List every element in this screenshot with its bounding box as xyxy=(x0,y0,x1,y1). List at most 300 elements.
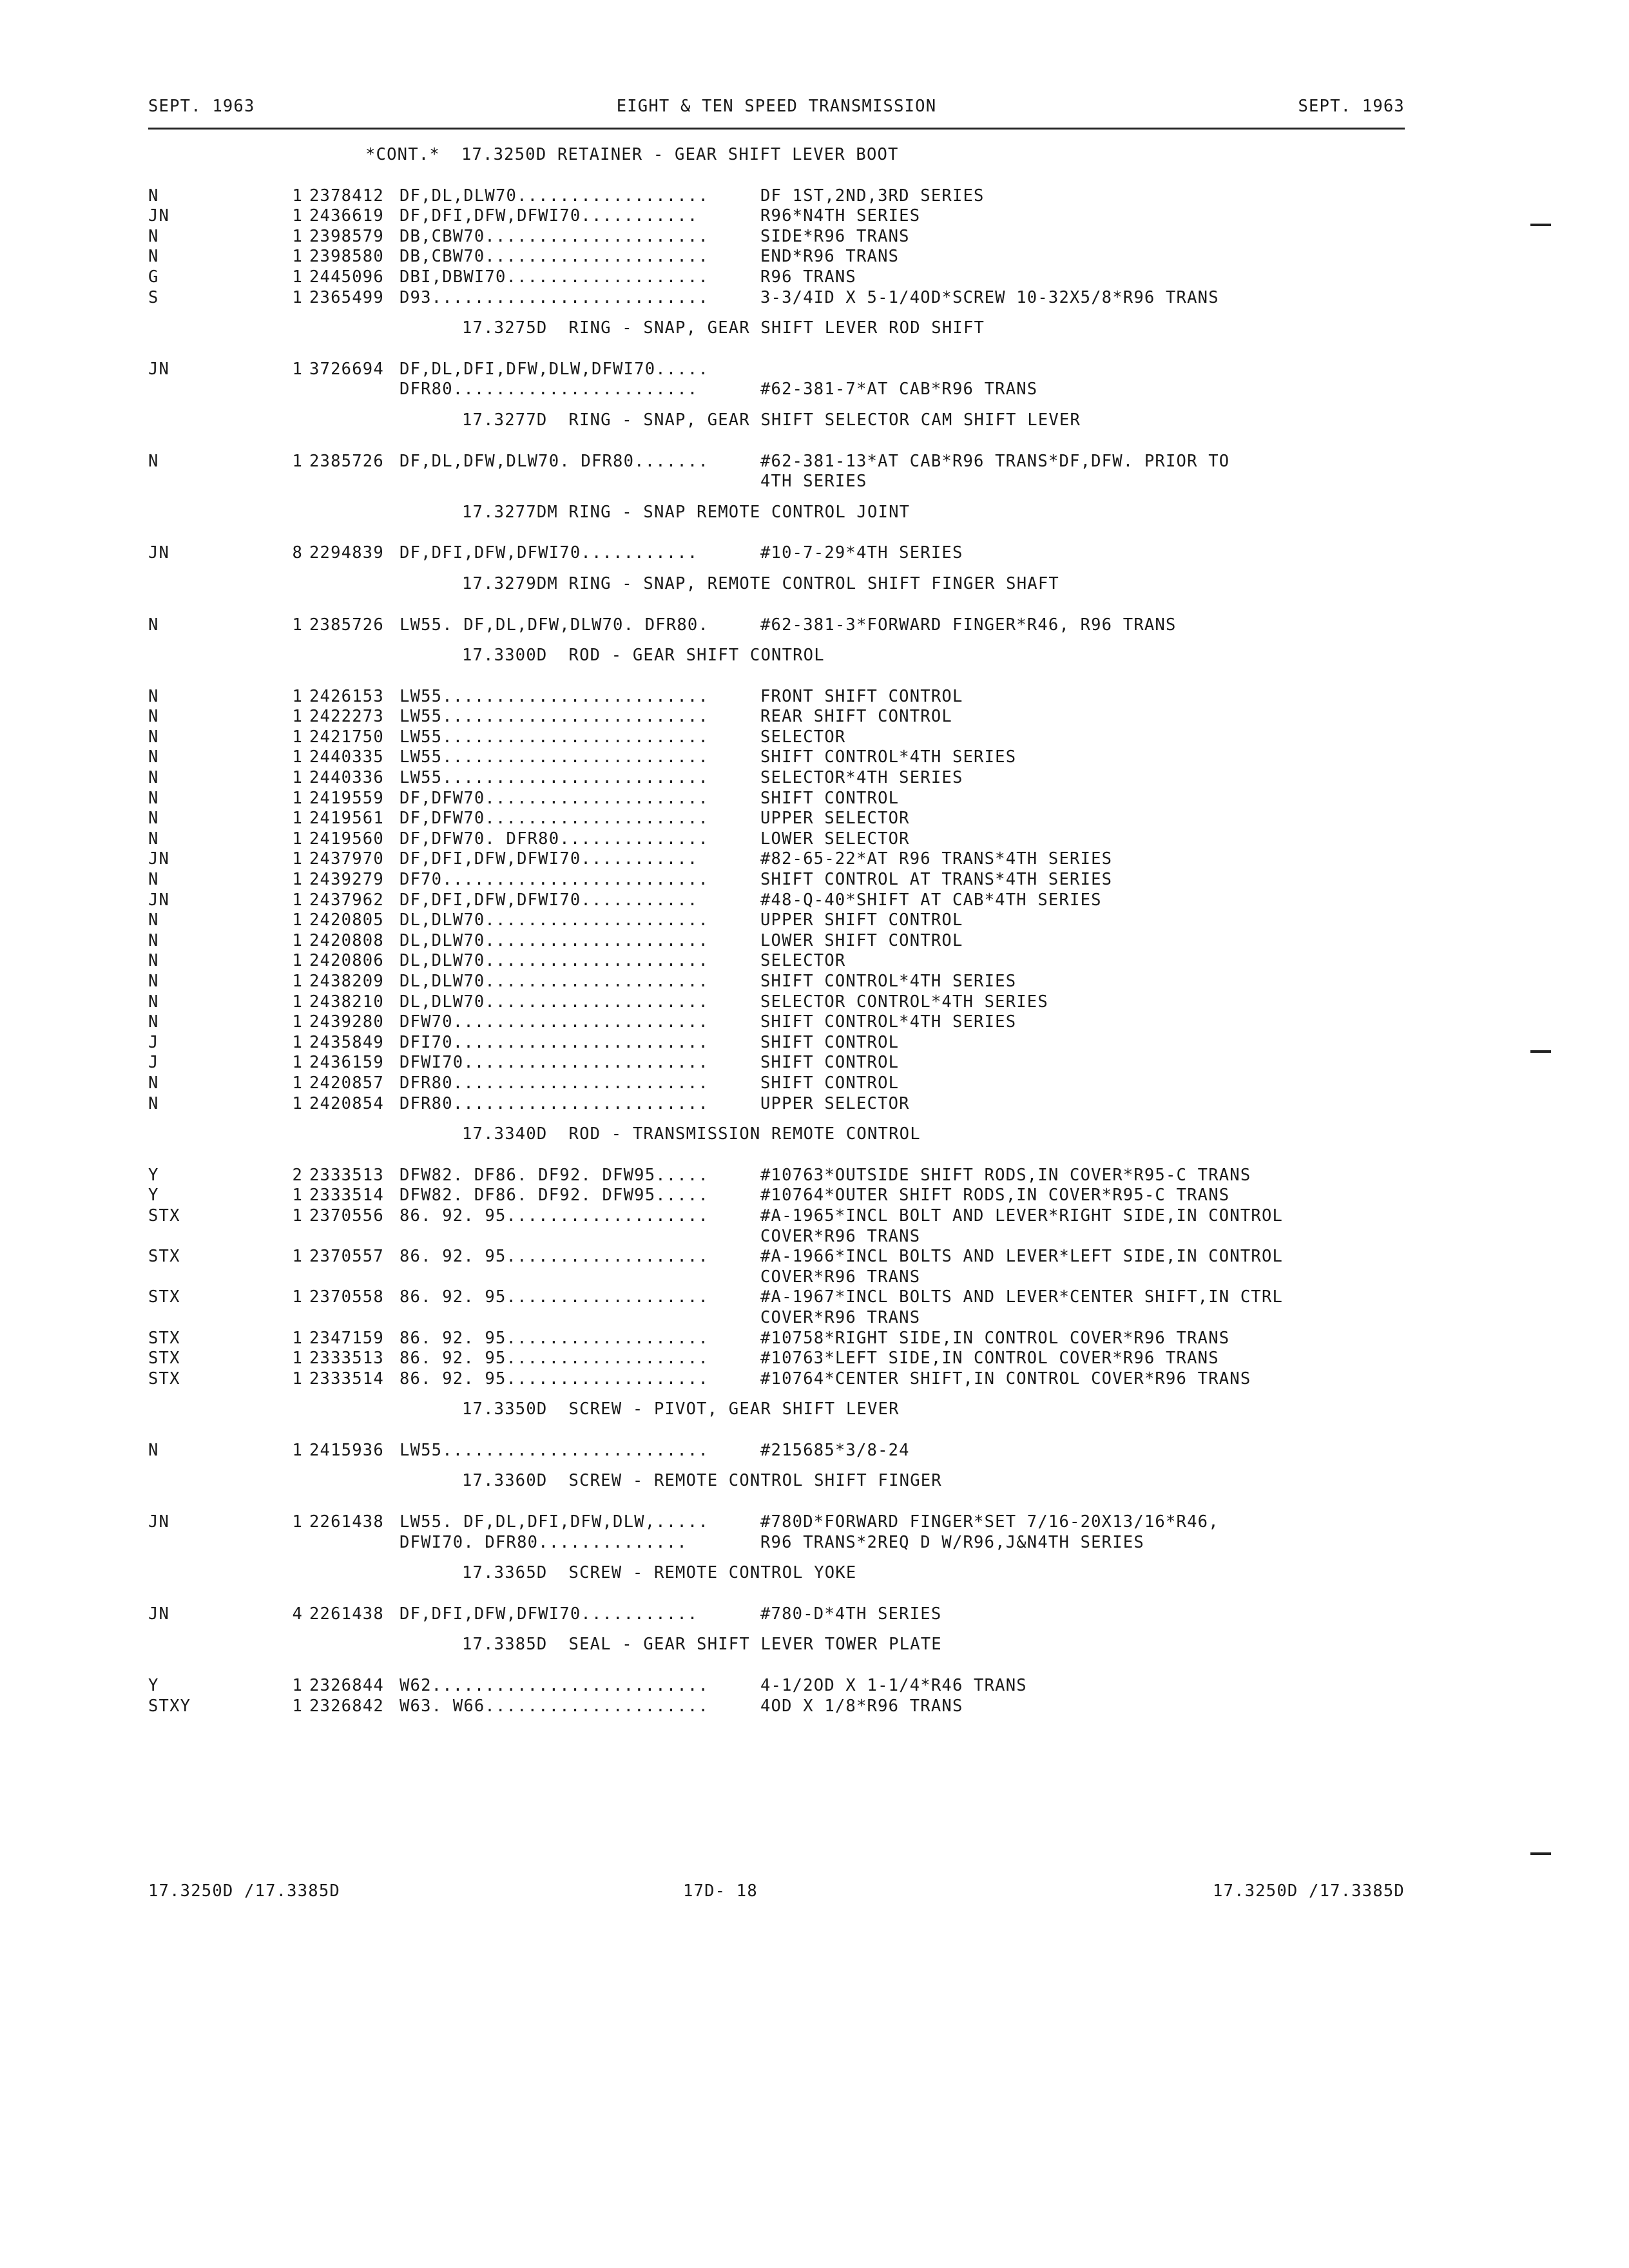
model-applicability: DF,DFI,DFW,DFWI70........... xyxy=(400,543,699,563)
part-note: #A-1966*INCL BOLTS AND LEVER*LEFT SIDE,IN CONTROL xyxy=(760,1247,1284,1267)
model-code: N xyxy=(148,1440,159,1460)
model-applicability: LW55......................... xyxy=(400,747,709,767)
quantity: 1 xyxy=(292,1206,303,1225)
model-code: JN xyxy=(148,206,170,226)
model-applicability: DF,DFI,DFW,DFWI70........... xyxy=(400,849,699,869)
model-code: N xyxy=(148,451,159,471)
part-number xyxy=(309,472,400,492)
part-row xyxy=(148,1186,1405,1206)
part-number: 2438209 xyxy=(309,972,384,991)
part-row xyxy=(148,452,1405,472)
model-code: N xyxy=(148,951,159,971)
part-row xyxy=(148,1512,1405,1533)
part-note: #780-D*4TH SERIES xyxy=(760,1604,942,1624)
part-number: 2385726 xyxy=(309,451,384,471)
model-applicability: DF,DFI,DFW,DFWI70........... xyxy=(400,206,699,226)
part-row xyxy=(148,360,1405,380)
part-note: COVER*R96 TRANS xyxy=(760,1307,921,1327)
model-code: N xyxy=(148,707,159,727)
quantity: 1 xyxy=(292,287,303,307)
quantity xyxy=(284,1227,303,1247)
model-applicability: LW55......................... xyxy=(400,686,709,706)
model-applicability: 86. 92. 95................... xyxy=(400,1349,709,1369)
model-applicability: 86. 92. 95................... xyxy=(400,1328,709,1348)
quantity: 1 xyxy=(292,707,303,727)
model-applicability: DFR80....................... xyxy=(400,380,699,399)
model-applicability: DFR80........................ xyxy=(400,1093,709,1113)
model-code: N xyxy=(148,870,159,890)
model-code: STX xyxy=(148,1328,180,1348)
model-code: JN xyxy=(148,849,170,869)
part-note: #10763*LEFT SIDE,IN CONTROL COVER*R96 TRANS xyxy=(760,1349,1219,1369)
quantity xyxy=(284,1308,303,1329)
part-number: 2440336 xyxy=(309,768,384,788)
model-applicability: DFWI70....................... xyxy=(400,1053,709,1073)
header-title: EIGHT & TEN SPEED TRANSMISSION xyxy=(616,97,937,116)
section-title: 17.3300D ROD - GEAR SHIFT CONTROL xyxy=(462,646,825,666)
model-code: N xyxy=(148,768,159,788)
model-code: STX xyxy=(148,1287,180,1307)
model-code: N xyxy=(148,727,159,747)
part-row xyxy=(148,910,1405,931)
model-code: STXY xyxy=(148,1696,191,1716)
quantity: 1 xyxy=(292,1053,303,1073)
quantity: 1 xyxy=(292,951,303,971)
model-code: N xyxy=(148,247,159,267)
part-note: END*R96 TRANS xyxy=(760,247,900,267)
model-code: JN xyxy=(148,359,170,379)
quantity xyxy=(284,472,303,492)
part-row xyxy=(148,1349,1405,1369)
model-applicability: DF70......................... xyxy=(400,870,709,890)
part-number: 2422273 xyxy=(309,707,384,727)
quantity: 1 xyxy=(292,1696,303,1716)
part-number: 2419561 xyxy=(309,809,384,829)
model-applicability: DFW82. DF86. DF92. DFW95..... xyxy=(400,1186,709,1206)
model-applicability: LW55......................... xyxy=(400,1440,709,1460)
header-rule xyxy=(148,128,1405,130)
section-title: 17.3360D SCREW - REMOTE CONTROL SHIFT FINGER xyxy=(462,1471,942,1491)
quantity: 1 xyxy=(292,727,303,747)
part-row xyxy=(148,615,1405,636)
part-note: LOWER SHIFT CONTROL xyxy=(760,930,963,950)
part-note: 4-1/2OD X 1-1/4*R46 TRANS xyxy=(760,1676,1027,1696)
model-code: N xyxy=(148,186,159,206)
model-code: N xyxy=(148,972,159,991)
part-row xyxy=(148,1308,1405,1329)
part-note: #10-7-29*4TH SERIES xyxy=(760,543,963,563)
part-number xyxy=(309,1227,400,1247)
part-number: 2370557 xyxy=(309,1247,384,1267)
part-note: SELECTOR xyxy=(760,727,846,747)
quantity: 2 xyxy=(292,1165,303,1185)
model-applicability: 86. 92. 95................... xyxy=(400,1369,709,1389)
quantity: 1 xyxy=(292,809,303,829)
quantity: 1 xyxy=(292,1093,303,1113)
model-code: N xyxy=(148,992,159,1012)
quantity: 1 xyxy=(292,1012,303,1032)
part-note: SELECTOR*4TH SERIES xyxy=(760,768,963,788)
part-note: SHIFT CONTROL xyxy=(760,1032,900,1052)
part-number: 2420854 xyxy=(309,1093,384,1113)
part-note: LOWER SELECTOR xyxy=(760,829,910,849)
part-row xyxy=(148,247,1405,267)
section-title: 17.3279DM RING - SNAP, REMOTE CONTROL SHIFT FINGER SHAFT xyxy=(462,573,1059,593)
part-number: 2333514 xyxy=(309,1369,384,1389)
section-title: 17.3385D SEAL - GEAR SHIFT LEVER TOWER PLATE xyxy=(462,1635,942,1655)
part-note: SHIFT CONTROL xyxy=(760,788,900,808)
part-row xyxy=(148,1369,1405,1390)
quantity: 1 xyxy=(292,747,303,767)
part-note: R96 TRANS*2REQ D W/R96,J&N4TH SERIES xyxy=(760,1532,1144,1552)
quantity: 1 xyxy=(292,829,303,849)
quantity: 1 xyxy=(292,849,303,869)
model-applicability: D93.......................... xyxy=(400,287,709,307)
model-code: N xyxy=(148,930,159,950)
model-code xyxy=(148,1533,284,1553)
model-applicability: DF,DL,DLW70.................. xyxy=(400,186,709,206)
quantity: 1 xyxy=(292,1287,303,1307)
section-title: 17.3277D RING - SNAP, GEAR SHIFT SELECTOR CAM SHIFT LEVER xyxy=(462,410,1081,430)
part-note: SHIFT CONTROL AT TRANS*4TH SERIES xyxy=(760,870,1113,890)
model-applicability xyxy=(400,1308,760,1329)
part-row xyxy=(148,1053,1405,1073)
model-applicability: DB,CBW70..................... xyxy=(400,247,709,267)
quantity: 1 xyxy=(292,992,303,1012)
part-number xyxy=(309,1533,400,1553)
model-applicability xyxy=(400,1227,760,1247)
quantity: 1 xyxy=(292,1073,303,1093)
part-row xyxy=(148,1033,1405,1053)
part-number: 2326844 xyxy=(309,1676,384,1696)
part-number: 2421750 xyxy=(309,727,384,747)
model-applicability: DB,CBW70..................... xyxy=(400,226,709,246)
model-code: N xyxy=(148,747,159,767)
quantity: 1 xyxy=(292,1440,303,1460)
part-number: 2370556 xyxy=(309,1206,384,1225)
model-code: N xyxy=(148,910,159,930)
part-row xyxy=(148,267,1405,288)
part-number: 2439280 xyxy=(309,1012,384,1032)
quantity: 1 xyxy=(292,890,303,910)
part-row xyxy=(148,1604,1405,1625)
quantity: 1 xyxy=(292,1328,303,1348)
model-code: Y xyxy=(148,1186,159,1206)
part-number xyxy=(309,1308,400,1329)
model-applicability: LW55. DF,DL,DFW,DLW70. DFR80. xyxy=(400,615,709,635)
model-applicability: W63. W66..................... xyxy=(400,1696,709,1716)
part-number: 2385726 xyxy=(309,615,384,635)
part-note: #10758*RIGHT SIDE,IN CONTROL COVER*R96 TRANS xyxy=(760,1328,1230,1348)
model-code: N xyxy=(148,809,159,829)
part-row xyxy=(148,380,1405,400)
section-title: 17.3350D SCREW - PIVOT, GEAR SHIFT LEVER xyxy=(462,1399,900,1419)
part-number: 2333513 xyxy=(309,1165,384,1185)
header-right-date: SEPT. 1963 xyxy=(1298,97,1405,116)
part-number: 2437970 xyxy=(309,849,384,869)
part-number: 2261438 xyxy=(309,1512,384,1532)
part-number: 2420805 xyxy=(309,910,384,930)
part-note: SHIFT CONTROL*4TH SERIES xyxy=(760,747,1017,767)
part-row xyxy=(148,707,1405,727)
part-row xyxy=(148,288,1405,309)
part-note: UPPER SELECTOR xyxy=(760,1093,910,1113)
part-row xyxy=(148,972,1405,992)
part-number: 2398579 xyxy=(309,226,384,246)
part-row xyxy=(148,206,1405,227)
model-code xyxy=(148,1227,284,1247)
part-note: COVER*R96 TRANS xyxy=(760,1226,921,1246)
part-number xyxy=(309,380,400,400)
margin-mark xyxy=(1530,224,1551,226)
part-row xyxy=(148,1247,1405,1267)
model-code xyxy=(148,472,284,492)
part-note: #48-Q-40*SHIFT AT CAB*4TH SERIES xyxy=(760,890,1102,910)
quantity: 1 xyxy=(292,226,303,246)
model-code: STX xyxy=(148,1247,180,1267)
model-code xyxy=(148,380,284,400)
part-note: 4OD X 1/8*R96 TRANS xyxy=(760,1696,963,1716)
part-number: 2326842 xyxy=(309,1696,384,1716)
part-row xyxy=(148,1676,1405,1696)
part-number: 2415936 xyxy=(309,1440,384,1460)
model-code: N xyxy=(148,788,159,808)
part-note: SHIFT CONTROL*4TH SERIES xyxy=(760,972,1017,991)
model-code xyxy=(148,1267,284,1288)
quantity: 8 xyxy=(292,543,303,563)
model-applicability: DFWI70. DFR80.............. xyxy=(400,1532,688,1552)
quantity: 1 xyxy=(292,1512,303,1532)
part-row xyxy=(148,1287,1405,1308)
part-note: COVER*R96 TRANS xyxy=(760,1267,921,1287)
model-code: STX xyxy=(148,1349,180,1369)
part-number: 2370558 xyxy=(309,1287,384,1307)
part-row xyxy=(148,951,1405,972)
quantity: 1 xyxy=(292,206,303,226)
part-row xyxy=(148,789,1405,809)
model-code: STX xyxy=(148,1369,180,1389)
part-note: SIDE*R96 TRANS xyxy=(760,226,910,246)
part-note: #10763*OUTSIDE SHIFT RODS,IN COVER*R95-C TRANS xyxy=(760,1165,1251,1185)
quantity: 1 xyxy=(292,788,303,808)
part-row xyxy=(148,849,1405,870)
footer-page-number: 17D- 18 xyxy=(683,1881,758,1901)
quantity: 1 xyxy=(292,910,303,930)
part-note: #A-1967*INCL BOLTS AND LEVER*CENTER SHIFT,IN CTRL xyxy=(760,1287,1284,1307)
quantity: 1 xyxy=(292,1186,303,1206)
model-applicability xyxy=(400,472,760,492)
model-code: J xyxy=(148,1032,159,1052)
model-applicability: DF,DL,DFI,DFW,DLW,DFWI70..... xyxy=(400,359,709,379)
part-note: REAR SHIFT CONTROL xyxy=(760,707,952,727)
part-number: 2419559 xyxy=(309,788,384,808)
part-number: 2419560 xyxy=(309,829,384,849)
model-applicability: DFI70........................ xyxy=(400,1032,709,1052)
part-number: 2436159 xyxy=(309,1053,384,1073)
model-code: Y xyxy=(148,1165,159,1185)
part-number: 2445096 xyxy=(309,267,384,287)
part-note: UPPER SELECTOR xyxy=(760,809,910,829)
quantity: 1 xyxy=(292,247,303,267)
model-applicability: LW55......................... xyxy=(400,727,709,747)
part-number: 2261438 xyxy=(309,1604,384,1624)
header-left-date: SEPT. 1963 xyxy=(148,97,255,116)
model-code: J xyxy=(148,1053,159,1073)
model-code: N xyxy=(148,1012,159,1032)
quantity xyxy=(284,1267,303,1288)
margin-mark xyxy=(1530,1852,1551,1855)
part-row xyxy=(148,870,1405,890)
part-note: R96 TRANS xyxy=(760,267,856,287)
model-applicability: 86. 92. 95................... xyxy=(400,1287,709,1307)
model-applicability: LW55......................... xyxy=(400,768,709,788)
catalog-page xyxy=(148,97,1405,1716)
quantity: 1 xyxy=(292,267,303,287)
quantity: 1 xyxy=(292,1247,303,1267)
part-row xyxy=(148,1012,1405,1033)
part-row xyxy=(148,1206,1405,1227)
quantity xyxy=(284,1533,303,1553)
part-number: 2398580 xyxy=(309,247,384,267)
part-row xyxy=(148,1441,1405,1461)
model-applicability: DL,DLW70..................... xyxy=(400,930,709,950)
model-applicability: LW55......................... xyxy=(400,707,709,727)
model-code xyxy=(148,1308,284,1329)
quantity: 1 xyxy=(292,1369,303,1389)
model-applicability: DL,DLW70..................... xyxy=(400,972,709,991)
part-row xyxy=(148,1533,1405,1553)
part-number: 2438210 xyxy=(309,992,384,1012)
part-note: DF 1ST,2ND,3RD SERIES xyxy=(760,186,985,206)
model-code: JN xyxy=(148,1512,170,1532)
section-title: *CONT.* 17.3250D RETAINER - GEAR SHIFT LEVER BOOT xyxy=(365,145,899,164)
part-number: 2333514 xyxy=(309,1186,384,1206)
part-row xyxy=(148,931,1405,952)
part-note: #62-381-13*AT CAB*R96 TRANS*DF,DFW. PRIOR TO xyxy=(760,451,1230,471)
model-applicability: DL,DLW70..................... xyxy=(400,910,709,930)
part-row xyxy=(148,227,1405,247)
part-note: SELECTOR CONTROL*4TH SERIES xyxy=(760,992,1048,1012)
part-row xyxy=(148,829,1405,850)
part-number: 2365499 xyxy=(309,287,384,307)
model-applicability: DF,DFI,DFW,DFWI70........... xyxy=(400,890,699,910)
quantity xyxy=(284,380,303,400)
part-note: #10764*CENTER SHIFT,IN CONTROL COVER*R96 TRANS xyxy=(760,1369,1251,1389)
model-code: N xyxy=(148,226,159,246)
part-number: 2333513 xyxy=(309,1349,384,1369)
quantity: 1 xyxy=(292,1349,303,1369)
model-code: N xyxy=(148,829,159,849)
part-note: #10764*OUTER SHIFT RODS,IN COVER*R95-C TRANS xyxy=(760,1186,1230,1206)
model-applicability xyxy=(400,1267,760,1288)
part-note: SELECTOR xyxy=(760,951,846,971)
model-code: JN xyxy=(148,543,170,563)
model-applicability: DL,DLW70..................... xyxy=(400,992,709,1012)
part-number: 2378412 xyxy=(309,186,384,206)
part-number: 2436619 xyxy=(309,206,384,226)
model-applicability: 86. 92. 95................... xyxy=(400,1206,709,1225)
part-row xyxy=(148,747,1405,768)
model-code: STX xyxy=(148,1206,180,1225)
section-title: 17.3277DM RING - SNAP REMOTE CONTROL JOINT xyxy=(462,502,911,522)
margin-mark xyxy=(1530,1050,1551,1053)
model-applicability: DFW82. DF86. DF92. DFW95..... xyxy=(400,1165,709,1185)
model-code: N xyxy=(148,1093,159,1113)
part-note: UPPER SHIFT CONTROL xyxy=(760,910,963,930)
model-applicability: DBI,DBWI70................... xyxy=(400,267,709,287)
model-applicability: DFR80........................ xyxy=(400,1073,709,1093)
model-code: S xyxy=(148,287,159,307)
model-applicability: DF,DFI,DFW,DFWI70........... xyxy=(400,1604,699,1624)
part-row xyxy=(148,768,1405,789)
page-header xyxy=(148,97,1405,128)
section-title: 17.3340D ROD - TRANSMISSION REMOTE CONTROL xyxy=(462,1124,921,1144)
quantity: 1 xyxy=(292,615,303,635)
part-number: 2294839 xyxy=(309,543,384,563)
part-note xyxy=(760,360,1405,380)
model-code: N xyxy=(148,686,159,706)
model-code: JN xyxy=(148,1604,170,1624)
page-footer xyxy=(148,1881,1405,1901)
quantity: 1 xyxy=(292,1676,303,1696)
part-note: FRONT SHIFT CONTROL xyxy=(760,686,963,706)
quantity: 1 xyxy=(292,972,303,991)
part-note: 3-3/4ID X 5-1/4OD*SCREW 10-32X5/8*R96 TRANS xyxy=(760,287,1219,307)
quantity: 1 xyxy=(292,1032,303,1052)
part-number: 3726694 xyxy=(309,359,384,379)
quantity: 1 xyxy=(292,359,303,379)
part-row xyxy=(148,1094,1405,1115)
quantity: 4 xyxy=(292,1604,303,1624)
part-number: 2440335 xyxy=(309,747,384,767)
part-number: 2435849 xyxy=(309,1032,384,1052)
footer-right-range: 17.3250D /17.3385D xyxy=(1213,1881,1405,1901)
part-row xyxy=(148,543,1405,564)
quantity: 1 xyxy=(292,870,303,890)
model-code: JN xyxy=(148,890,170,910)
quantity: 1 xyxy=(292,186,303,206)
part-row xyxy=(148,992,1405,1013)
model-applicability: LW55. DF,DL,DFI,DFW,DLW,..... xyxy=(400,1512,709,1532)
part-row xyxy=(148,1166,1405,1186)
part-note: #780D*FORWARD FINGER*SET 7/16-20X13/16*R46, xyxy=(760,1512,1219,1532)
quantity: 1 xyxy=(292,930,303,950)
part-row xyxy=(148,1696,1405,1717)
part-number: 2420808 xyxy=(309,930,384,950)
part-number: 2426153 xyxy=(309,686,384,706)
part-note: 4TH SERIES xyxy=(760,472,867,492)
quantity: 1 xyxy=(292,768,303,788)
part-number: 2437962 xyxy=(309,890,384,910)
part-note: R96*N4TH SERIES xyxy=(760,206,921,226)
model-applicability: DF,DFW70..................... xyxy=(400,809,709,829)
parts-list xyxy=(148,145,1405,1716)
model-code: N xyxy=(148,615,159,635)
part-note: #82-65-22*AT R96 TRANS*4TH SERIES xyxy=(760,849,1113,869)
part-note: SHIFT CONTROL*4TH SERIES xyxy=(760,1012,1017,1032)
part-row xyxy=(148,1267,1405,1288)
part-row xyxy=(148,687,1405,707)
model-applicability: DL,DLW70..................... xyxy=(400,951,709,971)
part-number: 2420857 xyxy=(309,1073,384,1093)
part-number: 2420806 xyxy=(309,951,384,971)
model-code: G xyxy=(148,267,159,287)
model-code: N xyxy=(148,1073,159,1093)
part-row xyxy=(148,1073,1405,1094)
part-number xyxy=(309,1267,400,1288)
section-title: 17.3275D RING - SNAP, GEAR SHIFT LEVER ROD SHIFT xyxy=(462,318,985,338)
model-applicability: DF,DFW70..................... xyxy=(400,788,709,808)
